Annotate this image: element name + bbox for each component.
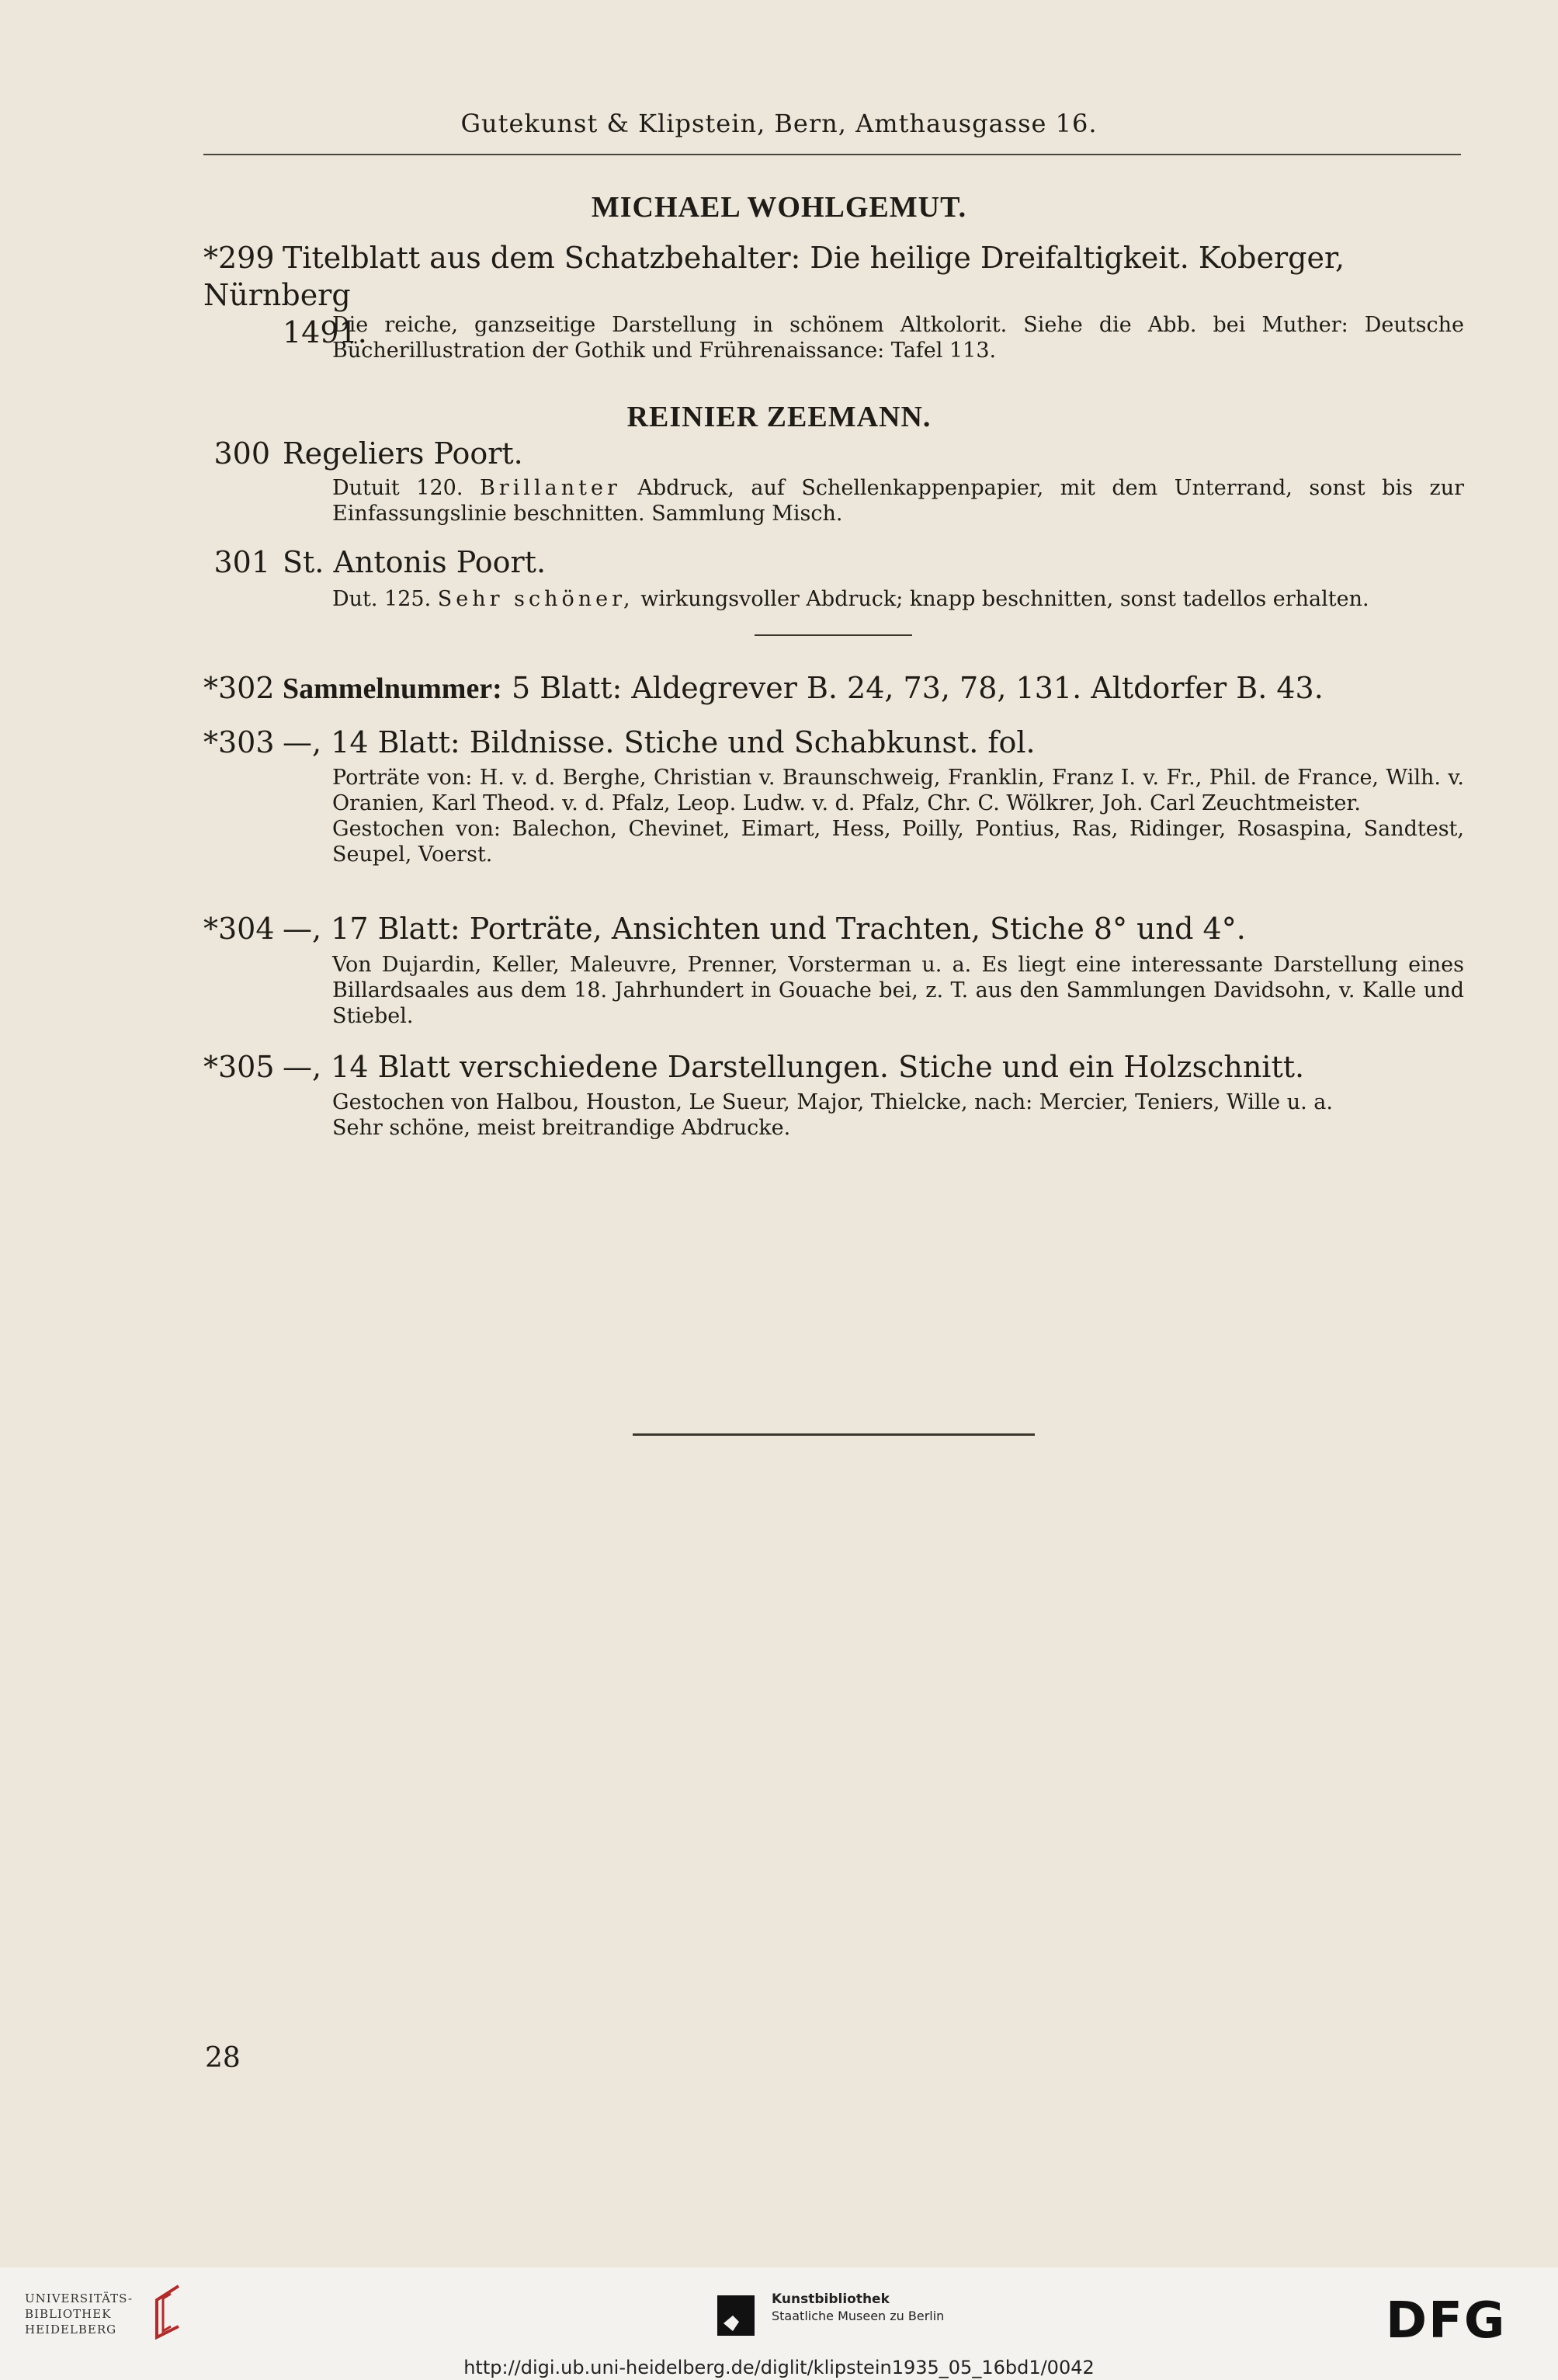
entry-304: [203, 910, 1461, 947]
entry-number: *303: [203, 725, 275, 759]
entry-299-description: Die reiche, ganzseitige Darstellung in schönem Altkolorit. Siehe die Abb. bei Muther: Deutsche Bücherillustration der Gothik und Frührenaissance: Tafel 113.: [332, 313, 1464, 363]
dfg-logo[interactable]: DFG: [1386, 2292, 1507, 2350]
section-divider: [755, 634, 912, 636]
ub-line: BIBLIOTHEK: [25, 2307, 112, 2321]
ub-line: HEIDELBERG: [25, 2323, 117, 2337]
end-rule: [633, 1433, 1035, 1436]
entry-number: *302: [203, 671, 275, 705]
emphasis-text: Sehr schöner,: [437, 587, 634, 611]
entry-303-description: [332, 765, 1464, 867]
description-text: wirkungsvoller Abdruck; knapp beschnitten, sonst tadellos erhalten.: [640, 587, 1369, 611]
catalogue-ref: Dutuit 120.: [332, 476, 463, 500]
entry-title: —, 14 Blatt verschiedene Darstellungen. Stiche und ein Holzschnitt.: [283, 1050, 1305, 1084]
entry-300-description: [332, 475, 1464, 526]
entry-300: [203, 435, 1461, 472]
engravers-list: Gestochen von Halbou, Houston, Le Sueur, Major, Thielcke, nach: Mercier, Teniers, Wille u. a.: [332, 1090, 1333, 1114]
entry-title-bold: Sammelnummer:: [283, 672, 502, 705]
catalogue-ref: Dut. 125.: [332, 587, 432, 611]
entry-number: 300: [213, 436, 270, 471]
entry-title: Regeliers Poort.: [283, 436, 523, 471]
viewer-footer: [0, 2267, 1558, 2380]
entry-303: [203, 724, 1461, 761]
condition-note: Sehr schöne, meist breitrandige Abdrucke.: [332, 1116, 791, 1140]
entry-number: *305: [203, 1050, 275, 1084]
running-head: Gutekunst & Klipstein, Bern, Amthausgasse 16.: [460, 109, 1098, 138]
description-text: Abdruck, auf Schellenkappenpapier, mit dem Unterrand, sonst bis zur Einfassungslinie beschnitten. Sammlung Misch.: [332, 476, 1464, 526]
kb-subtitle: Staatliche Museen zu Berlin: [772, 2309, 945, 2323]
entry-302: [203, 669, 1461, 707]
entry-title: —, 17 Blatt: Porträte, Ansichten und Trachten, Stiche 8° und 4°.: [283, 912, 1246, 946]
entry-title: —, 14 Blatt: Bildnisse. Stiche und Schabkunst. fol.: [283, 725, 1036, 759]
entry-304-description: Von Dujardin, Keller, Maleuvre, Prenner, Vorsterman u. a. Es liegt eine interessante Darstellung eines Billardsaales aus dem 18. Jahrhundert in Gouache bei, z. T. aus den Sammlungen Davidsohn, v. Kalle und Stiebel.: [332, 953, 1464, 1028]
entry-title: 5 Blatt: Aldegrever B. 24, 73, 78, 131. Altdorfer B. 43.: [511, 671, 1324, 705]
entry-305: [203, 1048, 1461, 1086]
entry-number: *304: [203, 912, 275, 946]
entry-number: 301: [213, 545, 270, 579]
page-number: 28: [205, 2042, 241, 2074]
entry-301: [203, 544, 1461, 581]
kunstbibliothek-logo-icon[interactable]: [713, 2292, 759, 2339]
header-rule: [203, 154, 1461, 155]
entry-305-description: [332, 1089, 1464, 1141]
entry-301-description: [332, 586, 1464, 612]
entry-number: *299: [203, 241, 275, 275]
portraits-list: Porträte von: H. v. d. Berghe, Christian v. Braunschweig, Franklin, Franz I. v. Fr., Phil. de France, Wilh. v. Oranien, Karl Theod. v. d. Pfalz, Leop. Ludw. v. d. Pfalz, Chr. C. Wölkrer, Joh. Carl Zeuchtmeister.: [332, 766, 1464, 815]
section-heading-wohlgemut: MICHAEL WOHLGEMUT.: [591, 191, 967, 224]
kb-title: Kunstbibliothek: [772, 2291, 890, 2307]
page-url[interactable]: http://digi.ub.uni-heidelberg.de/diglit/klipstein1935_05_16bd1/0042: [463, 2357, 1095, 2378]
section-heading-zeemann: REINIER ZEEMANN.: [626, 401, 932, 433]
ub-line: UNIVERSITÄTS-: [25, 2291, 134, 2305]
engravers-list: Gestochen von: Balechon, Chevinet, Eimart, Hess, Poilly, Pontius, Ras, Ridinger, Rosaspina, Sandtest, Seupel, Voerst.: [332, 817, 1464, 867]
emphasis-text: Brillanter: [479, 476, 621, 500]
ub-heidelberg-label[interactable]: [25, 2291, 133, 2337]
entry-title: Titelblatt aus dem Schatzbehalter: Die heilige Dreifaltigkeit. Koberger, Nürnberg: [203, 241, 1345, 312]
entry-title: St. Antonis Poort.: [283, 545, 547, 579]
entry-title-continuation: 1491.: [283, 315, 367, 349]
kunstbibliothek-label[interactable]: [772, 2291, 944, 2325]
ub-heidelberg-logo-icon[interactable]: [140, 2283, 186, 2345]
